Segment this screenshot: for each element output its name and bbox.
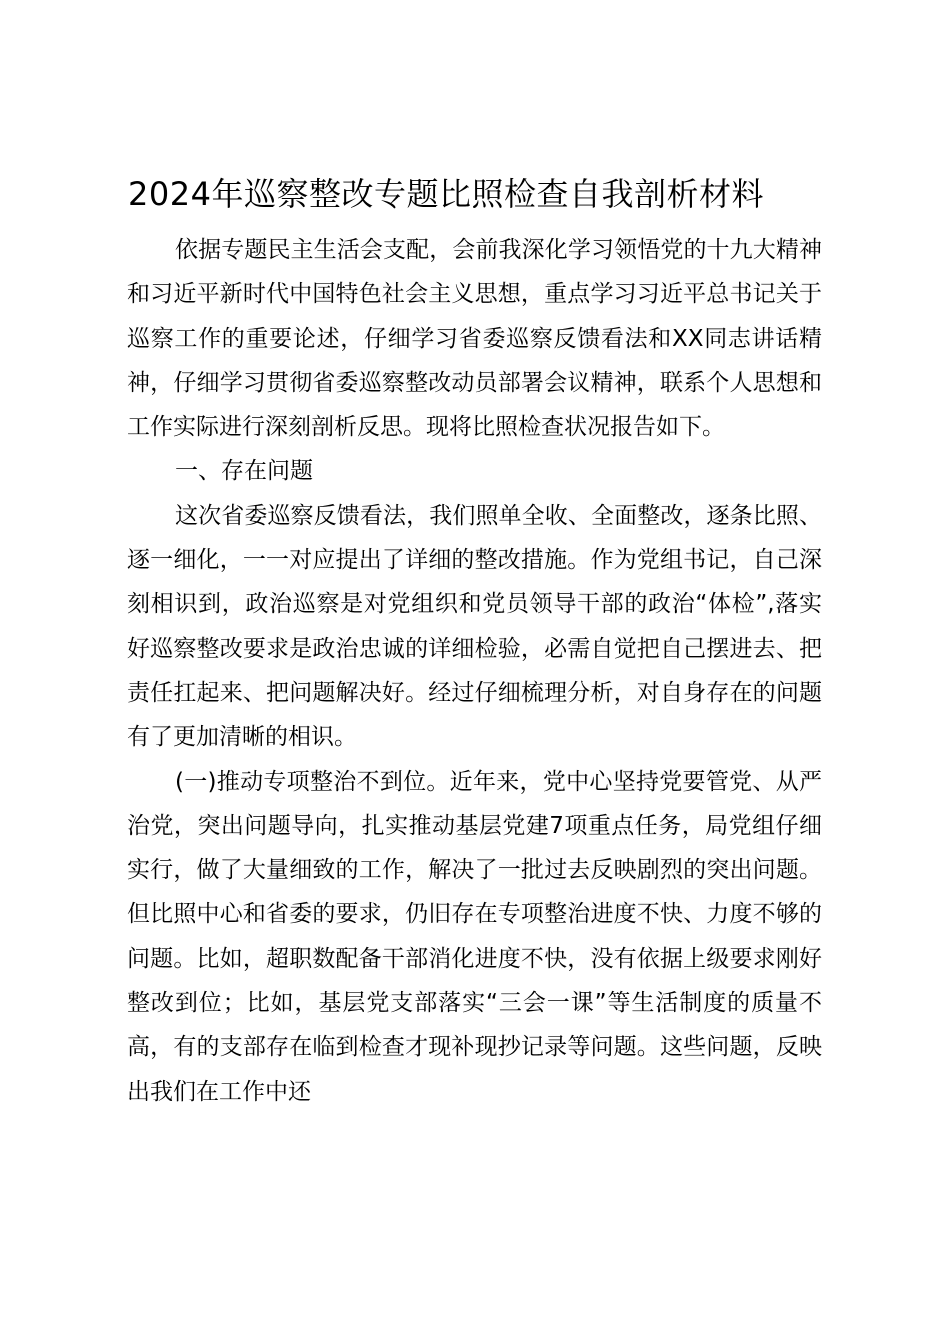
paragraph-feedback: 这次省委巡察反馈看法，我们照单全收、全面整改，逐条比照、逐一细化，一一对应提出了详细的整改措施。作为党组书记，自己深刻相识到，政治巡察是对党组织和党员领导干部的政治“体检”,落实好巡察整改要求是政治忠诚的详细检验，必需自觉把自己摆进去、把责任扛起来、把问题解决好。经过仔细梳理分析，对自身存在的问题有了更加清晰的相识。 <box>127 502 822 751</box>
paragraph-item-1: (一)推动专项整治不到位。近年来，党中心坚持党要管党、从严治党，突出问题导向，扎实推动基层党建7项重点任务，局党组仔细实行，做了大量细致的工作，解决了一批过去反映剧烈的突出问题。但比照中心和省委的要求，仍旧存在专项整治进度不快、力度不够的问题。比如，超职数配备干部消化进度不快，没有依据上级要求刚好整改到位；比如，基层党支部落实“三会一课”等生活制度的质量不高，有的支部存在临到检查才现补现抄记录等问题。这些问题，反映出我们在工作中还 <box>127 768 822 1105</box>
section-heading-problems: 一、存在问题 <box>175 458 313 485</box>
paragraph-intro: 依据专题民主生活会支配，会前我深化学习领悟党的十九大精神和习近平新时代中国特色社会主义思想，重点学习习近平总书记关于巡察工作的重要论述，仔细学习省委巡察反馈看法和XX同志讲话精神，仔细学习贯彻省委巡察整改动员部署会议精神，联系个人思想和工作实际进行深刻剖析反思。现将比照检查状况报告如下。 <box>127 237 822 441</box>
document-title: 2024年巡察整改专题比照检查自我剖析材料 <box>128 175 764 213</box>
document-body <box>127 228 822 1114</box>
